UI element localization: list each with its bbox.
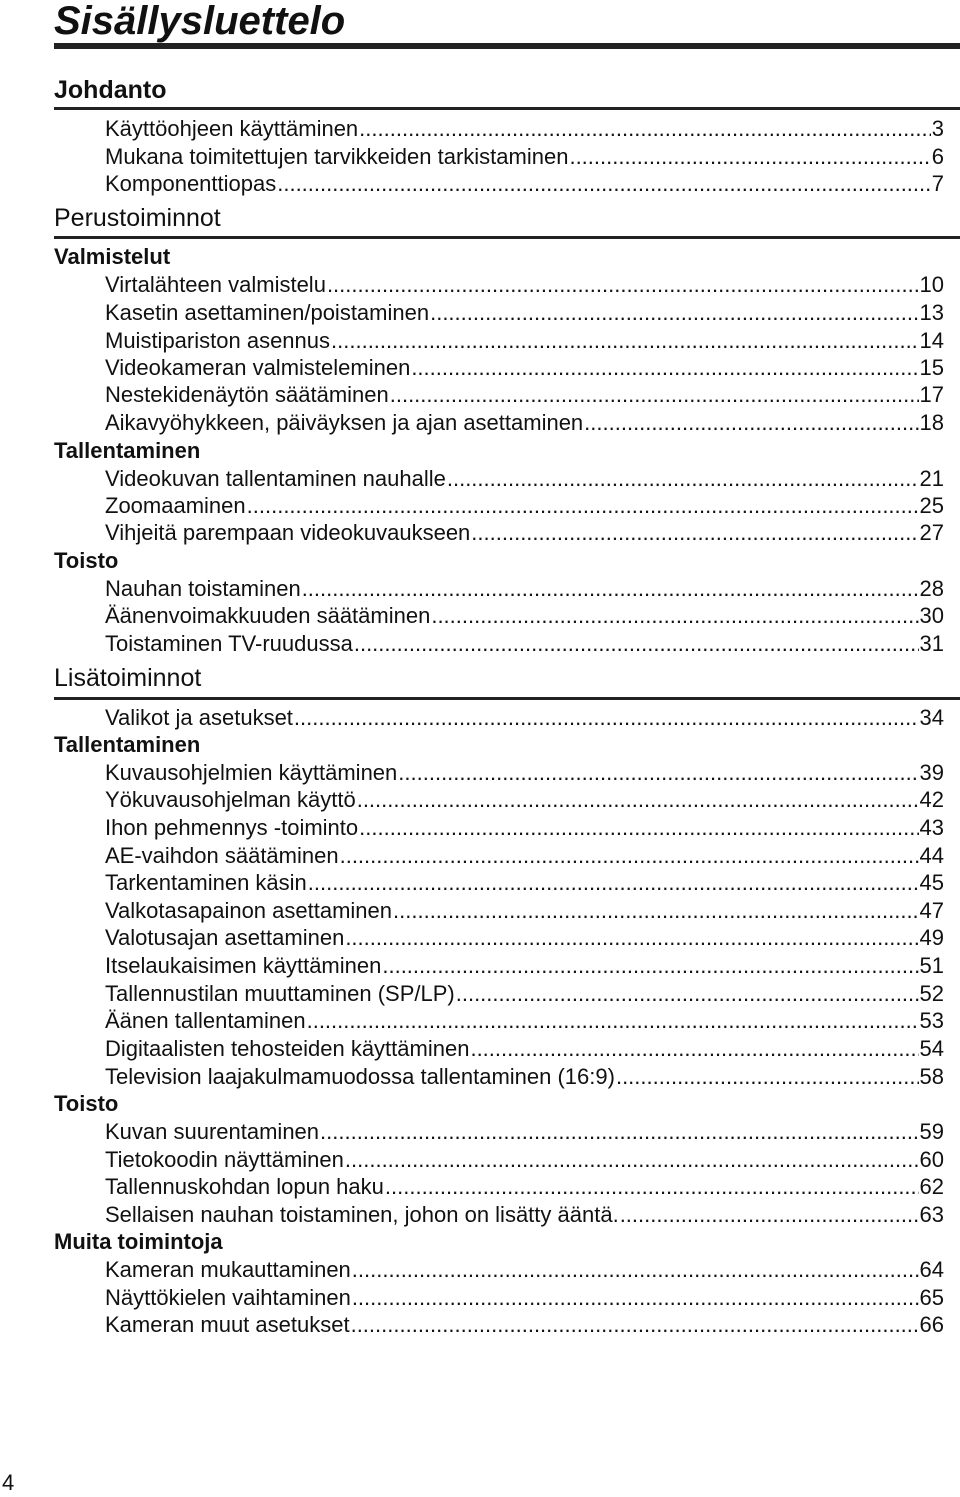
toc-entry[interactable] (105, 1036, 944, 1062)
toc-entry[interactable] (105, 787, 944, 813)
entry-page: 47 (919, 898, 944, 923)
entry-page: 7 (931, 171, 944, 196)
dot-leader (616, 1064, 919, 1090)
toc-entry[interactable] (105, 466, 944, 492)
toc-entry[interactable] (105, 981, 944, 1007)
dot-leader (385, 1174, 919, 1200)
entry-label: Muistipariston asennus (105, 328, 331, 353)
entry-page: 42 (919, 787, 944, 812)
entry-label: Valikot ja asetukset (105, 705, 293, 730)
toc-entry[interactable] (105, 1008, 944, 1034)
dot-leader (569, 144, 930, 170)
entry-label: Komponenttiopas (105, 171, 277, 196)
section-heading-johdanto: Johdanto (54, 76, 167, 104)
entry-label: Tallennuskohdan lopun haku (105, 1174, 384, 1199)
toc-entry[interactable] (105, 1202, 944, 1228)
entry-label: Nauhan toistaminen (105, 576, 301, 601)
entry-page: 45 (919, 870, 944, 895)
subsection-heading-tallentaminen: Tallentaminen (54, 732, 201, 757)
section-heading-perustoiminnot: Perustoiminnot (54, 204, 221, 232)
entry-page: 52 (919, 981, 944, 1006)
toc-entry[interactable] (105, 898, 944, 924)
entry-label: Zoomaaminen (105, 493, 246, 518)
page-number: 4 (2, 1470, 15, 1495)
dot-leader (411, 355, 918, 381)
toc-entry[interactable] (105, 1312, 944, 1338)
dot-leader (456, 981, 919, 1007)
entry-label: Nestekidenäytön säätäminen (105, 382, 389, 407)
dot-leader (345, 1147, 919, 1173)
toc-entry[interactable] (105, 1285, 944, 1311)
entry-label: Näyttökielen vaihtaminen (105, 1285, 351, 1310)
dot-leader (247, 493, 919, 519)
toc-entry[interactable] (105, 953, 944, 979)
entry-page: 64 (919, 1257, 944, 1282)
toc-entry[interactable] (105, 272, 944, 298)
dot-leader (294, 705, 919, 731)
toc-entry[interactable] (105, 760, 944, 786)
page-title: Sisällysluettelo (54, 0, 346, 43)
toc-entry[interactable] (105, 493, 944, 519)
entry-label: Vihjeitä parempaan videokuvaukseen (105, 520, 471, 545)
entry-label: Toistaminen TV-ruudussa (105, 631, 353, 656)
dot-leader (357, 787, 919, 813)
toc-entry[interactable] (105, 144, 944, 170)
entry-label: Tietokoodin näyttäminen (105, 1147, 344, 1172)
dot-leader (431, 603, 918, 629)
dot-leader (393, 898, 919, 924)
toc-entry[interactable] (105, 1257, 944, 1283)
entry-label: Kasetin asettaminen/poistaminen (105, 300, 430, 325)
toc-entry[interactable] (105, 631, 944, 657)
dot-leader (352, 1285, 919, 1311)
toc-entry[interactable] (105, 171, 944, 197)
entry-page: 54 (919, 1036, 944, 1061)
entry-label: Television laajakulmamuodossa tallentaminen (16:9) (105, 1064, 615, 1089)
entry-label: Digitaalisten tehosteiden käyttäminen (105, 1036, 470, 1061)
entry-page: 31 (919, 631, 944, 656)
entry-page: 30 (919, 603, 944, 628)
entry-label: Ihon pehmennys -toiminto (105, 815, 359, 840)
entry-label: AE-vaihdon säätäminen (105, 843, 339, 868)
entry-page: 66 (919, 1312, 944, 1337)
entry-page: 15 (919, 355, 944, 380)
subsection-heading-muita-toimintoja: Muita toimintoja (54, 1229, 223, 1254)
dot-leader (320, 1119, 918, 1145)
entry-label: Videokuvan tallentaminen nauhalle (105, 466, 446, 491)
dot-leader (351, 1312, 919, 1338)
dot-leader (398, 760, 918, 786)
entry-label: Käyttöohjeen käyttäminen (105, 116, 359, 141)
entry-label: Valkotasapainon asettaminen (105, 898, 393, 923)
section-rule-johdanto (54, 107, 960, 110)
toc-entry[interactable] (105, 870, 944, 896)
toc-entry[interactable] (105, 705, 944, 731)
entry-page: 28 (919, 576, 944, 601)
dot-leader (340, 843, 919, 869)
entry-label: Valotusajan asettaminen (105, 925, 345, 950)
section-heading-lisatoiminnot: Lisätoiminnot (54, 664, 202, 692)
toc-entry[interactable] (105, 843, 944, 869)
entry-label: Aikavyöhykkeen, päiväyksen ja ajan asettaminen (105, 410, 584, 435)
toc-entry[interactable] (105, 355, 944, 381)
dot-leader (327, 272, 919, 298)
entry-page: 34 (919, 705, 944, 730)
subsection-heading-toisto: Toisto (54, 1091, 119, 1116)
dot-leader (470, 1036, 918, 1062)
toc-entry[interactable] (105, 815, 944, 841)
subsection-heading-tallentaminen: Tallentaminen (54, 438, 201, 463)
toc-entry[interactable] (105, 1147, 944, 1173)
section-rule-lisatoiminnot (54, 697, 960, 700)
toc-entry[interactable] (105, 410, 944, 436)
toc-entry[interactable] (105, 925, 944, 951)
dot-leader (277, 171, 931, 197)
entry-page: 59 (919, 1119, 944, 1144)
entry-page: 39 (919, 760, 944, 785)
entry-page: 21 (919, 466, 944, 491)
entry-page: 53 (919, 1008, 944, 1033)
entry-label: Kuvausohjelmien käyttäminen (105, 760, 398, 785)
entry-page: 3 (931, 116, 944, 141)
title-rule (54, 43, 960, 49)
toc-entry[interactable] (105, 603, 944, 629)
toc-entry[interactable] (105, 382, 944, 408)
toc-entry[interactable] (105, 576, 944, 602)
entry-page: 6 (931, 144, 944, 169)
dot-leader (390, 382, 919, 408)
entry-label: Mukana toimitettujen tarvikkeiden tarkistaminen (105, 144, 569, 169)
dot-leader (308, 870, 919, 896)
entry-page: 62 (919, 1174, 944, 1199)
entry-label: Sellaisen nauhan toistaminen, johon on lisätty ääntä. (105, 1202, 619, 1227)
entry-page: 63 (919, 1202, 944, 1227)
dot-leader (352, 1257, 919, 1283)
section-rule-perustoiminnot (54, 236, 960, 239)
dot-leader (307, 1008, 919, 1034)
toc-entry[interactable] (105, 1119, 944, 1145)
entry-page: 58 (919, 1064, 944, 1089)
dot-leader (430, 300, 918, 326)
entry-page: 27 (919, 520, 944, 545)
toc-entry[interactable] (105, 1174, 944, 1200)
dot-leader (359, 116, 931, 142)
toc-entry[interactable] (105, 300, 944, 326)
entry-label: Kuvan suurentaminen (105, 1119, 320, 1144)
entry-page: 14 (919, 328, 944, 353)
dot-leader (354, 631, 919, 657)
entry-label: Kameran muut asetukset (105, 1312, 350, 1337)
entry-page: 25 (919, 493, 944, 518)
entry-page: 17 (919, 382, 944, 407)
toc-entry[interactable] (105, 328, 944, 354)
entry-label: Äänen tallentaminen (105, 1008, 306, 1033)
entry-page: 65 (919, 1285, 944, 1310)
dot-leader (447, 466, 919, 492)
dot-leader (584, 410, 918, 436)
entry-page: 18 (919, 410, 944, 435)
dot-leader (345, 925, 918, 951)
dot-leader (302, 576, 919, 602)
entry-label: Tarkentaminen käsin (105, 870, 307, 895)
dot-leader (471, 520, 918, 546)
entry-page: 44 (919, 843, 944, 868)
toc-entry[interactable] (105, 520, 944, 546)
entry-page: 43 (919, 815, 944, 840)
entry-page: 10 (919, 272, 944, 297)
entry-page: 13 (919, 300, 944, 325)
entry-label: Itselaukaisimen käyttäminen (105, 953, 382, 978)
entry-page: 51 (919, 953, 944, 978)
dot-leader (359, 815, 918, 841)
entry-label: Virtalähteen valmistelu (105, 272, 326, 297)
entry-page: 49 (919, 925, 944, 950)
dot-leader (331, 328, 919, 354)
dot-leader (382, 953, 918, 979)
entry-label: Videokameran valmisteleminen (105, 355, 411, 380)
toc-entry[interactable] (105, 1064, 944, 1090)
entry-label: Kameran mukauttaminen (105, 1257, 351, 1282)
entry-label: Tallennustilan muuttaminen (SP/LP) (105, 981, 455, 1006)
subsection-heading-valmistelut: Valmistelut (54, 244, 171, 269)
dot-leader (620, 1202, 919, 1228)
toc-entry[interactable] (105, 116, 944, 142)
entry-page: 60 (919, 1147, 944, 1172)
entry-label: Yökuvausohjelman käyttö (105, 787, 356, 812)
subsection-heading-toisto: Toisto (54, 548, 119, 573)
entry-label: Äänenvoimakkuuden säätäminen (105, 603, 431, 628)
